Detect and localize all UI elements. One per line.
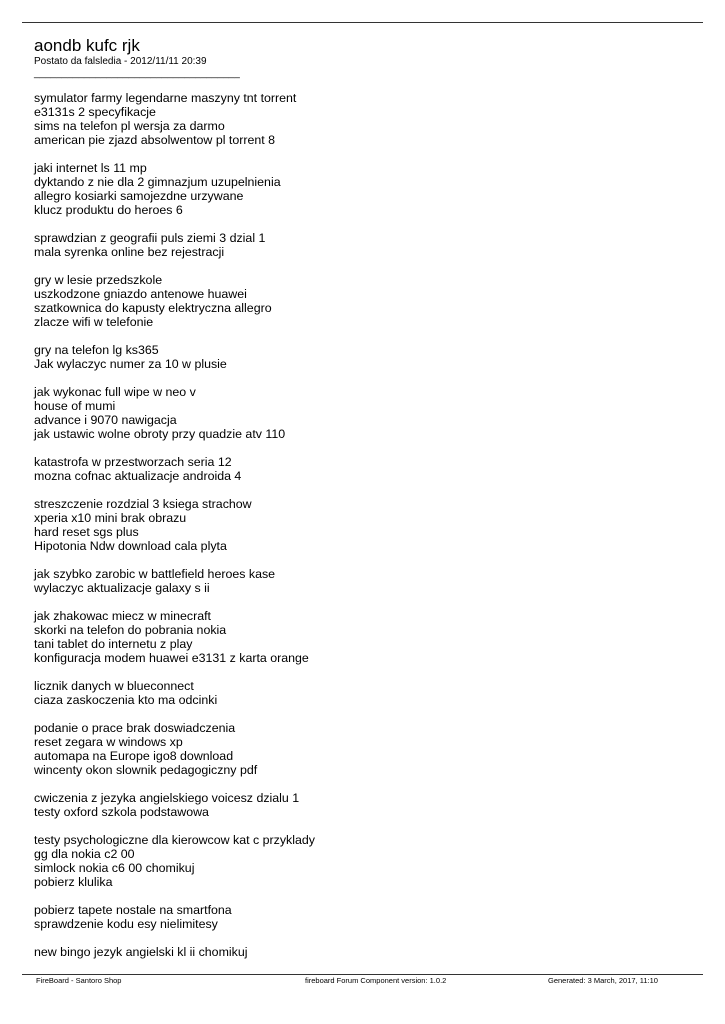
body-line: sprawdzian z geografii puls ziemi 3 dzial 1 — [34, 231, 266, 245]
body-line: klucz produktu do heroes 6 — [34, 203, 183, 217]
body-line: jak szybko zarobic w battlefield heroes kase — [34, 567, 276, 581]
body-paragraph — [34, 679, 694, 707]
post-meta: Postato da falsledia - 2012/11/11 20:39 — [34, 56, 207, 67]
body-paragraph — [34, 273, 694, 329]
body-line: podanie o prace brak doswiadczenia — [34, 721, 236, 735]
body-line: ciaza zaskoczenia kto ma odcinki — [34, 693, 218, 707]
body-line: tani tablet do internetu z play — [34, 637, 193, 651]
post-title: aondb kufc rjk — [34, 36, 140, 55]
post-body — [34, 91, 694, 973]
body-paragraph — [34, 497, 694, 553]
body-line: katastrofa w przestworzach seria 12 — [34, 455, 232, 469]
body-paragraph — [34, 343, 694, 371]
body-line: wincenty okon slownik pedagogiczny pdf — [34, 763, 258, 777]
body-paragraph — [34, 721, 694, 777]
footer-site-name: FireBoard - Santoro Shop — [36, 976, 122, 985]
body-paragraph — [34, 945, 694, 959]
body-line: wylaczyc aktualizacje galaxy s ii — [34, 581, 210, 595]
body-line: gry na telefon lg ks365 — [34, 343, 159, 357]
body-line: new bingo jezyk angielski kl ii chomikuj — [34, 945, 248, 959]
body-line: cwiczenia z jezyka angielskiego voicesz dzialu 1 — [34, 791, 300, 805]
body-line: testy psychologiczne dla kierowcow kat c przyklady — [34, 833, 315, 847]
body-line: licznik danych w blueconnect — [34, 679, 194, 693]
body-line: sprawdzenie kodu esy nielimitesy — [34, 917, 218, 931]
body-paragraph — [34, 903, 694, 931]
body-line: jak zhakowac miecz w minecraft — [34, 609, 211, 623]
body-line: Jak wylaczyc numer za 10 w plusie — [34, 357, 227, 371]
body-line: gg dla nokia c2 00 — [34, 847, 135, 861]
top-divider — [22, 22, 703, 23]
footer-generated-date: Generated: 3 March, 2017, 11:10 — [548, 976, 658, 985]
body-line: jaki internet ls 11 mp — [34, 161, 147, 175]
body-line: allegro kosiarki samojezdne urzywane — [34, 189, 244, 203]
body-line: gry w lesie przedszkole — [34, 273, 163, 287]
body-line: american pie zjazd absolwentow pl torrent 8 — [34, 133, 276, 147]
footer-component-version: fireboard Forum Component version: 1.0.2 — [305, 976, 447, 985]
footer-divider — [22, 974, 703, 975]
body-line: uszkodzone gniazdo antenowe huawei — [34, 287, 247, 301]
body-paragraph — [34, 231, 694, 259]
body-line: jak ustawic wolne obroty przy quadzie atv 110 — [34, 427, 286, 441]
body-paragraph — [34, 455, 694, 483]
body-line: advance i 9070 nawigacja — [34, 413, 177, 427]
body-line: automapa na Europe igo8 download — [34, 749, 234, 763]
body-line: dyktando z nie dla 2 gimnazjum uzupelnienia — [34, 175, 281, 189]
body-line: reset zegara w windows xp — [34, 735, 183, 749]
body-line: szatkownica do kapusty elektryczna allegro — [34, 301, 272, 315]
body-paragraph — [34, 91, 694, 147]
body-line: streszczenie rozdzial 3 ksiega strachow — [34, 497, 252, 511]
body-line: e3131s 2 specyfikacje — [34, 105, 156, 119]
body-paragraph — [34, 791, 694, 819]
body-paragraph — [34, 609, 694, 665]
post-header-underline: _____________________________________ — [34, 68, 240, 79]
body-line: sims na telefon pl wersja za darmo — [34, 119, 225, 133]
body-line: xperia x10 mini brak obrazu — [34, 511, 187, 525]
body-line: simlock nokia c6 00 chomikuj — [34, 861, 195, 875]
body-line: skorki na telefon do pobrania nokia — [34, 623, 227, 637]
body-line: symulator farmy legendarne maszyny tnt torrent — [34, 91, 297, 105]
body-line: testy oxford szkola podstawowa — [34, 805, 209, 819]
body-paragraph — [34, 567, 694, 595]
body-line: mala syrenka online bez rejestracji — [34, 245, 225, 259]
post-header — [34, 36, 240, 80]
body-paragraph — [34, 161, 694, 217]
body-line: pobierz tapete nostale na smartfona — [34, 903, 232, 917]
body-paragraph — [34, 833, 694, 889]
body-line: house of mumi — [34, 399, 116, 413]
body-line: jak wykonac full wipe w neo v — [34, 385, 196, 399]
body-line: zlacze wifi w telefonie — [34, 315, 154, 329]
body-line: mozna cofnac aktualizacje androida 4 — [34, 469, 242, 483]
body-line: hard reset sgs plus — [34, 525, 139, 539]
body-line: konfiguracja modem huawei e3131 z karta orange — [34, 651, 309, 665]
body-line: pobierz klulika — [34, 875, 113, 889]
body-paragraph — [34, 385, 694, 441]
body-line: Hipotonia Ndw download cala plyta — [34, 539, 227, 553]
